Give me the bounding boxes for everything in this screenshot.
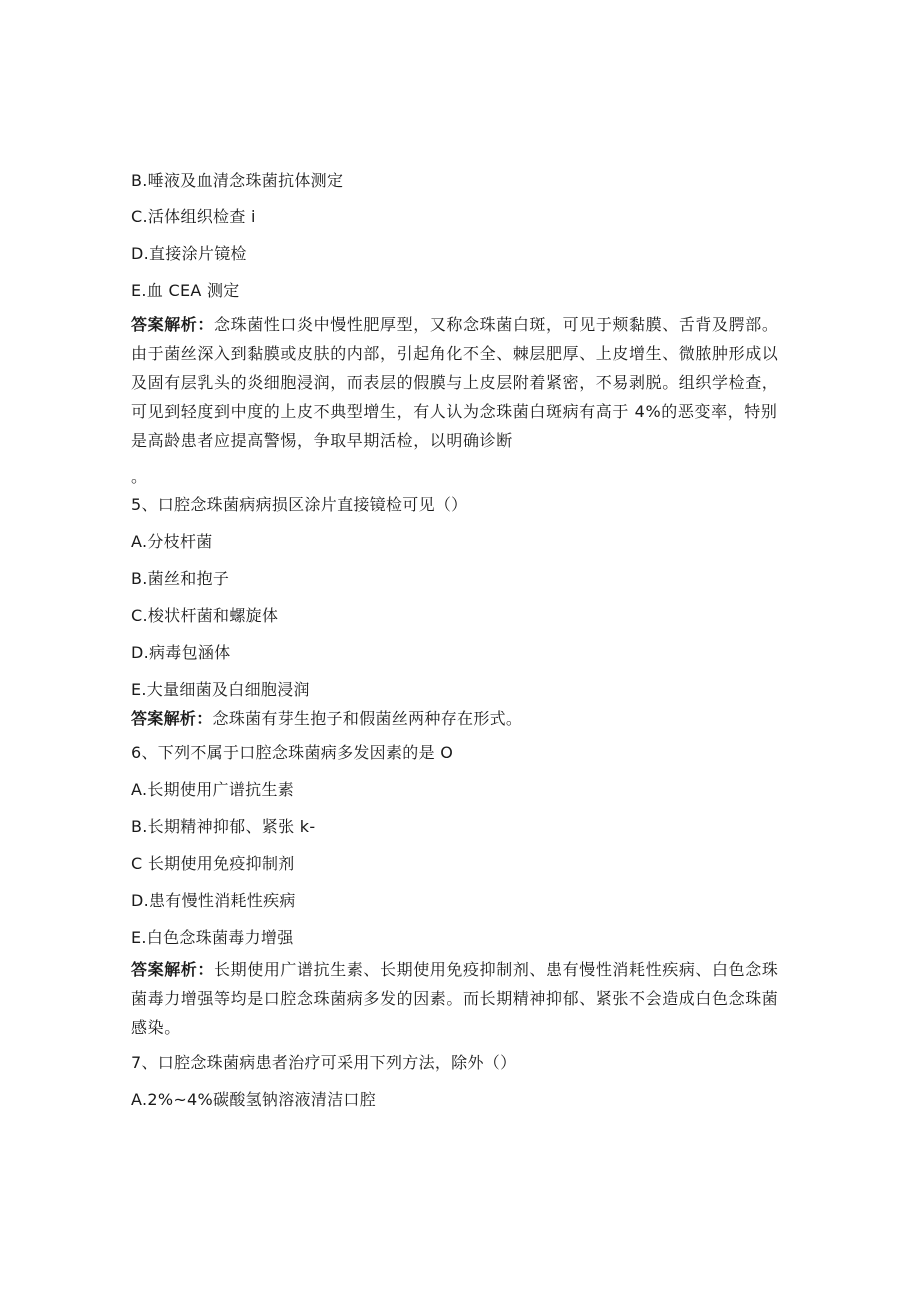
answer-text: 念珠菌有芽生抱子和假菌丝两种存在形式。 (212, 709, 523, 728)
q6-option-c: C 长期使用免疫抑制剂 (131, 854, 295, 873)
q5-option-b: B.菌丝和抱子 (131, 569, 230, 588)
q5-option-e: E.大量细菌及白细胞浸润 (131, 680, 310, 699)
answer-text: 念珠菌性口炎中慢性肥厚型，又称念珠菌白斑，可见于颊黏膜、舌背及腭部。由于菌丝深入到黏膜或皮肤的内部，引起角化不全、棘层肥厚、上皮增生、微脓肿形成以及固有层乳头的炎细胞浸润，而表层的假膜与上皮层附着紧密，不易剥脱。组织学检查，可见到轻度到中度的上皮不典型增生，有人认为念珠菌白斑病有高于 4%的恶变率，特别是高龄患者应提高警惕，争取早期活检，以明确诊断 (131, 315, 779, 450)
answer-label: 答案解析： (131, 315, 215, 334)
answer-text: 长期使用广谱抗生素、长期使用免疫抑制剂、患有慢性消耗性疾病、白色念珠菌毒力增强等均是口腔念珠菌病多发的因素。而长期精神抑郁、紧张不会造成白色念珠菌感染。 (131, 960, 779, 1037)
answer-label: 答案解析： (131, 709, 213, 728)
q7-option-a: A.2%~4%碳酸氢钠溶液清洁口腔 (131, 1090, 377, 1109)
q5-answer-explanation (131, 709, 522, 729)
q4-option-e: E.血 CEA 测定 (131, 281, 240, 300)
q5-option-a: A.分枝杆菌 (131, 532, 213, 551)
q5-option-c: C.梭状杆菌和螺旋体 (131, 606, 279, 625)
q4-option-d: D.直接涂片镜检 (131, 244, 247, 263)
q4-answer-explanation (131, 310, 791, 455)
q6-option-b: B.长期精神抑郁、紧张 k- (131, 817, 316, 836)
q5-option-d: D.病毒包涵体 (131, 643, 231, 662)
q7-question: 7、口腔念珠菌病患者治疗可采用下列方法，除外（） (131, 1053, 517, 1072)
q4-trailing-mark: 。 (131, 467, 148, 486)
q6-answer-explanation (131, 955, 791, 1042)
answer-label: 答案解析： (131, 960, 215, 979)
q6-option-d: D.患有慢性消耗性疾病 (131, 891, 296, 910)
q5-question: 5、口腔念珠菌病病损区涂片直接镜检可见（） (131, 495, 468, 514)
q6-question: 6、下列不属于口腔念珠菌病多发因素的是 O (131, 743, 454, 762)
q4-option-c: C.活体组织检查 i (131, 207, 256, 226)
q6-option-e: E.白色念珠菌毒力增强 (131, 928, 294, 947)
q4-option-b: B.唾液及血清念珠菌抗体测定 (131, 171, 344, 190)
q6-option-a: A.长期使用广谱抗生素 (131, 780, 295, 799)
